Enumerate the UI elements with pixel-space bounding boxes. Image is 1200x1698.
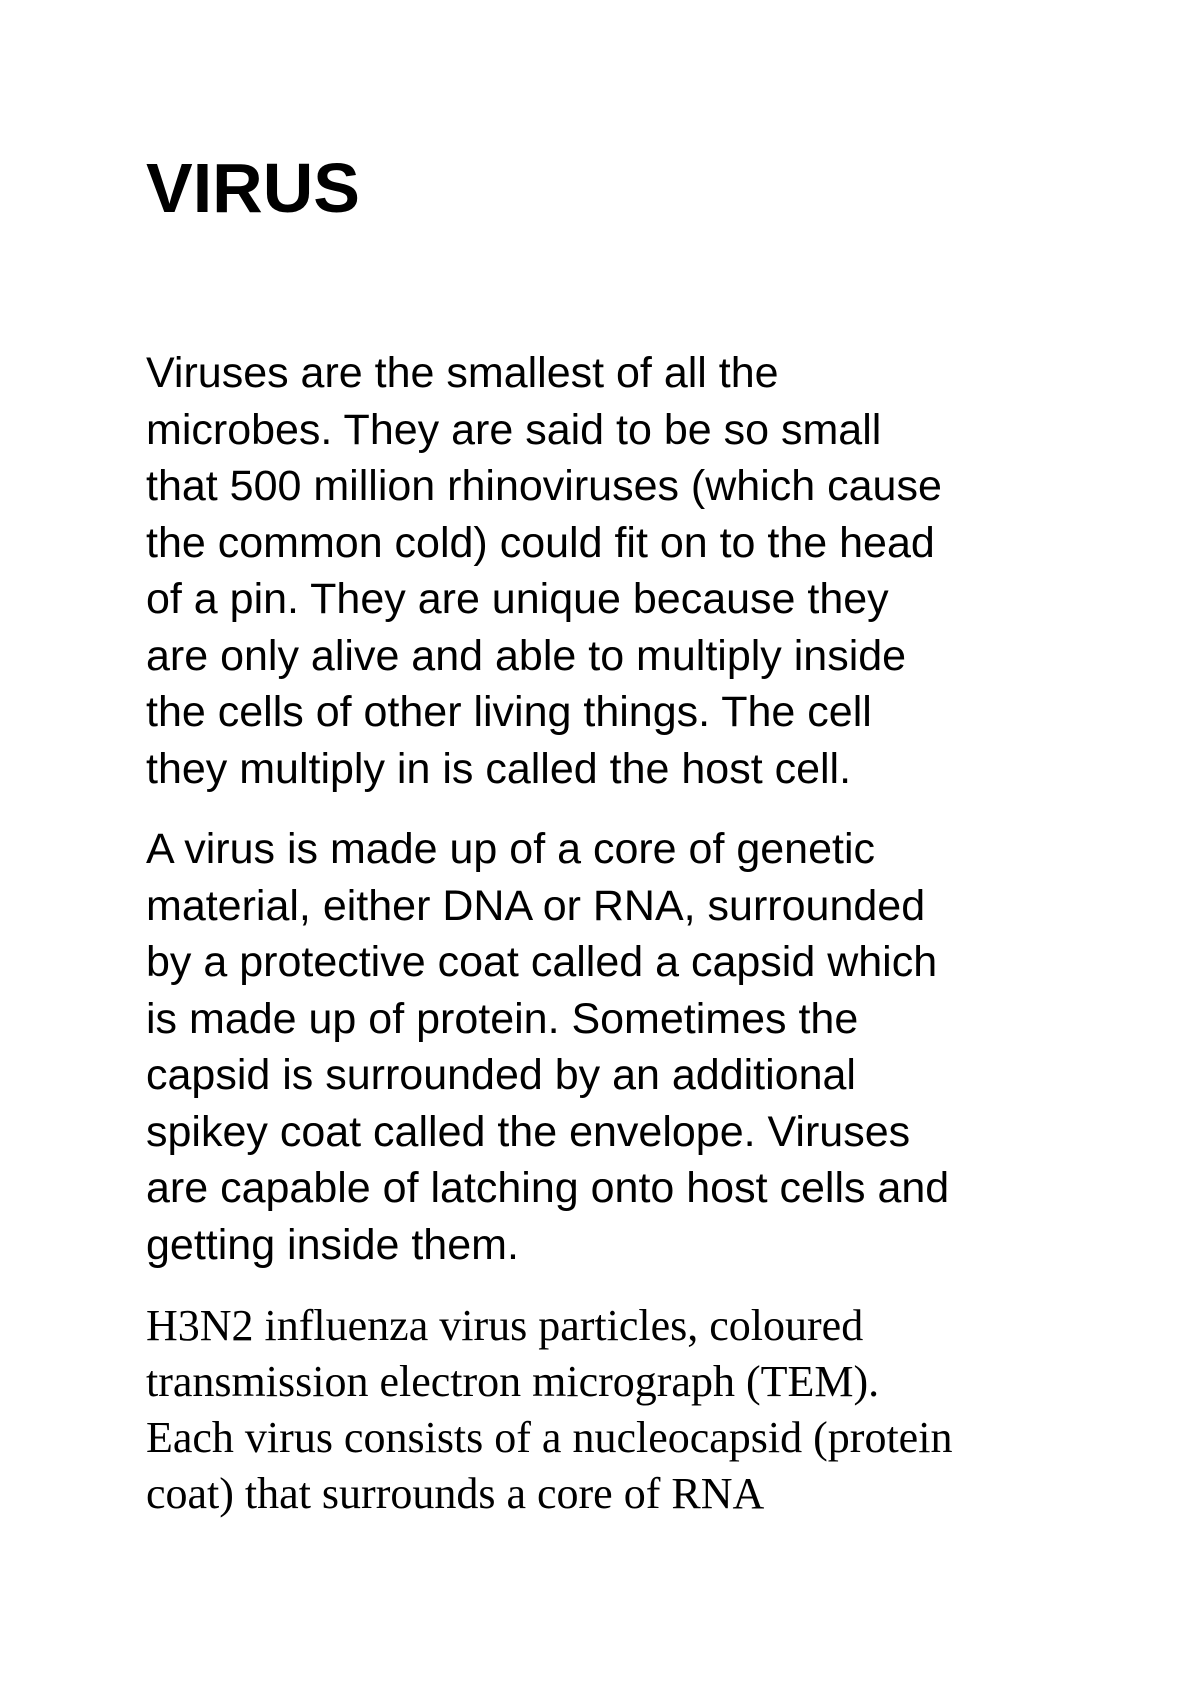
paragraph-2-line: A virus is made up of a core of genetic bbox=[146, 825, 876, 873]
caption-line: Each virus consists of a nucleocapsid (protein bbox=[146, 1413, 953, 1462]
paragraph-1 bbox=[146, 345, 1086, 797]
paragraph-1-line: of a pin. They are unique because they bbox=[146, 575, 889, 623]
caption-line: coat) that surrounds a core of RNA bbox=[146, 1469, 765, 1518]
paragraph-1-line: the common cold) could fit on to the head bbox=[146, 518, 935, 567]
paragraph-1-line: Viruses are the smallest of all the bbox=[146, 349, 779, 397]
paragraph-2-line: capsid is surrounded by an additional bbox=[146, 1051, 856, 1099]
paragraph-1-line: microbes. They are said to be so small bbox=[146, 405, 882, 454]
caption-line: H3N2 influenza virus particles, coloured bbox=[146, 1301, 864, 1350]
page-title: VIRUS bbox=[146, 149, 360, 227]
paragraph-2-line: spikey coat called the envelope. Viruses bbox=[146, 1107, 911, 1156]
paragraph-2-line: material, either DNA or RNA, surrounded bbox=[146, 881, 926, 930]
paragraph-1-line: are only alive and able to multiply inside bbox=[146, 631, 907, 680]
paragraph-2-line: getting inside them. bbox=[146, 1220, 519, 1269]
image-caption bbox=[146, 1298, 1086, 1522]
paragraph-2 bbox=[146, 821, 1086, 1273]
paragraph-2-line: by a protective coat called a capsid which bbox=[146, 938, 938, 986]
caption-line: transmission electron micrograph (TEM). bbox=[146, 1357, 880, 1406]
paragraph-1-line: they multiply in is called the host cell. bbox=[146, 744, 852, 793]
paragraph-1-line: that 500 million rhinoviruses (which cause bbox=[146, 462, 942, 510]
paragraph-2-line: is made up of protein. Sometimes the bbox=[146, 994, 859, 1043]
paragraph-1-line: the cells of other living things. The cell bbox=[146, 688, 872, 736]
paragraph-2-line: are capable of latching onto host cells and bbox=[146, 1164, 950, 1212]
